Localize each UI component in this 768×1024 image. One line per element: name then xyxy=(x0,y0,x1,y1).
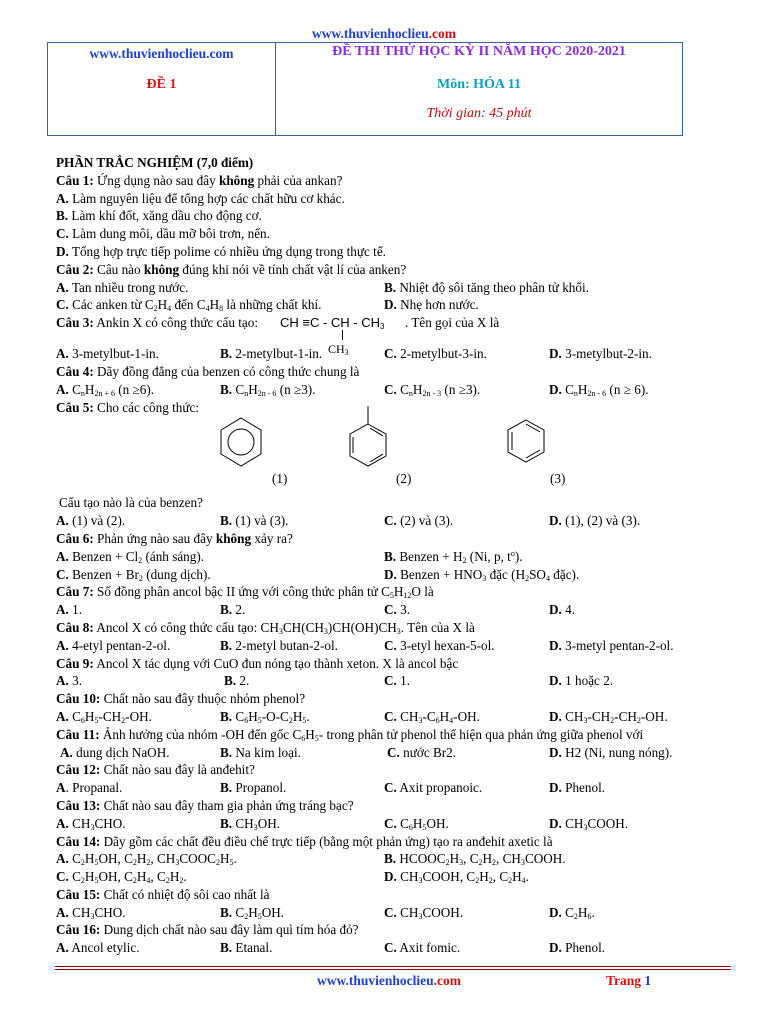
option xyxy=(56,850,237,868)
exam-content xyxy=(56,154,716,957)
option-text: Benzen + $Br_2$ (dung dịch). xyxy=(72,566,211,583)
option-letter: D. xyxy=(549,780,562,796)
option-text: Nhẹ hơn nước. xyxy=(400,297,479,313)
option-letter: C. xyxy=(56,297,69,313)
option-letter: B. xyxy=(220,708,233,724)
q-label: Câu 15: xyxy=(56,886,101,902)
option xyxy=(220,815,280,833)
option xyxy=(384,850,566,868)
option-letter: D. xyxy=(549,381,562,397)
option-letter: A. xyxy=(56,637,69,653)
question-13 xyxy=(56,797,716,815)
option-text: $CH_3COOH$. xyxy=(400,904,464,921)
option xyxy=(384,345,487,363)
q-label: Câu 13: xyxy=(56,797,101,813)
q-label: Câu 6: xyxy=(56,530,94,546)
option-text: dung dịch NaOH. xyxy=(76,744,170,760)
option-text: (1) và (3). xyxy=(235,513,289,529)
option-text: $C_6H_5-O-C_2H_5$. xyxy=(235,708,310,725)
question-12 xyxy=(56,761,716,779)
option-text: Ancol etylic. xyxy=(71,940,140,956)
option-letter: A. xyxy=(56,548,69,564)
option-text: $CH_3-CH_2-CH_2-OH$. xyxy=(565,708,668,725)
option-letter: D. xyxy=(549,602,562,618)
exam-subject: Môn: HÓA 11 xyxy=(436,77,521,92)
option-text: (1), (2) và (3). xyxy=(565,513,641,529)
option-text: $C_nH_{2n + 6}$ (n ≥6). xyxy=(72,381,155,398)
option-letter: A. xyxy=(56,513,69,529)
option-letter: B. xyxy=(220,513,233,529)
q-label: Câu 16: xyxy=(56,922,101,938)
header-right-cell xyxy=(276,43,682,135)
option-row xyxy=(56,850,716,868)
option xyxy=(56,279,188,297)
option xyxy=(384,904,463,922)
option-letter: D. xyxy=(549,673,562,689)
option-letter: C. xyxy=(384,708,397,724)
q-text: Câu nào xyxy=(97,261,141,277)
option-letter: C. xyxy=(384,346,397,362)
option xyxy=(384,279,589,297)
structure-label: (1) xyxy=(272,471,288,487)
option-text: (1) và (2). xyxy=(72,513,126,529)
q-emph: không xyxy=(143,261,180,277)
option-text: Nhiệt độ sôi tăng theo phân tử khối. xyxy=(399,279,589,295)
q-label: Câu 11: xyxy=(56,726,100,742)
option xyxy=(220,512,288,530)
option-letter: D. xyxy=(384,869,397,885)
option-letter: B. xyxy=(220,815,233,831)
option-text: 1 hoặc 2. xyxy=(565,673,614,689)
option-row xyxy=(56,601,716,619)
q-text: Ảnh hưởng của nhóm -OH đến gốc $C_6H_5-$ trong phân tử phenol thể hiện qua phản ứng giữa phenol với xyxy=(102,726,644,743)
structure-3-icon xyxy=(506,418,546,464)
option-text: $C_6H_5-CH_2-OH$. xyxy=(72,708,152,725)
option-letter: A. xyxy=(56,346,69,362)
option-letter: D. xyxy=(549,904,562,920)
option xyxy=(220,744,301,762)
section-title-text: PHẦN TRẮC NGHIỆM (7,0 điểm) xyxy=(56,155,254,170)
option xyxy=(384,512,453,530)
option-text: $C_nH_{2n - 6}$ (n ≥ 6). xyxy=(565,381,649,398)
option xyxy=(549,672,613,690)
option-letter: B. xyxy=(220,940,233,956)
option-row xyxy=(56,512,716,530)
option xyxy=(220,345,322,363)
option-text: $C_2H_5OH$. xyxy=(235,904,285,921)
option-text: $C_2H_5OH$, $C_2H_2$, $CH_3COOC_2H_5$. xyxy=(72,851,237,868)
option xyxy=(56,672,82,690)
structure-1-icon xyxy=(218,416,264,468)
option-text: $C_2H_6$. xyxy=(565,904,595,921)
option-text: Làm nguyên liệu để tổng hợp các chất hữu cơ khác. xyxy=(72,190,345,206)
question-5-ask xyxy=(56,494,716,512)
option xyxy=(56,637,170,655)
q-text: phải của ankan? xyxy=(257,172,343,188)
option-text: Etanal. xyxy=(235,940,273,956)
q-text: Dãy gồm các chất đều điều chế trực tiếp (bằng một phản ứng) tạo ra anđehit axetic là xyxy=(103,833,553,849)
q-text: Ứng dụng nào sau đây xyxy=(97,172,216,188)
option-letter: D. xyxy=(549,708,562,724)
option xyxy=(549,381,649,399)
option-row xyxy=(56,744,716,762)
q-label: Câu 5: xyxy=(56,399,94,415)
option xyxy=(56,566,211,584)
option-text: $CH_3OH$. xyxy=(235,815,281,832)
page-num-value: 1 xyxy=(644,973,652,988)
option-text: $C_6H_5OH$. xyxy=(400,815,449,832)
q-text: . Tên gọi của X là xyxy=(405,315,500,331)
option xyxy=(549,815,628,833)
option xyxy=(384,672,410,690)
option-text: 3. xyxy=(400,602,411,618)
option-row xyxy=(56,868,716,886)
option xyxy=(384,296,479,314)
option-text: Các anken từ $C_2H_4$ đến $C_4H_8$ là những chất khí. xyxy=(72,297,322,314)
option xyxy=(56,708,152,726)
footer-site-tld: .com xyxy=(433,973,462,988)
option-letter: D. xyxy=(384,566,397,582)
option-letter: A. xyxy=(56,279,69,295)
option-letter: D. xyxy=(549,346,562,362)
question-14 xyxy=(56,833,716,851)
page-label: Trang xyxy=(606,973,642,988)
option-text: $C_nH_{2n - 6}$ (n ≥3). xyxy=(235,381,316,398)
question-15 xyxy=(56,886,716,904)
exam-title: ĐỀ THI THỬ HỌC KỲ II NĂM HỌC 2020-2021 xyxy=(332,44,626,59)
option-row xyxy=(56,708,716,726)
structure-label: (3) xyxy=(550,471,566,487)
option-row xyxy=(56,279,716,297)
q-text: Ancol X có công thức cấu tạo: $CH_3CH(CH_3)CH(OH)CH_3$. Tên của X là xyxy=(96,619,475,636)
option xyxy=(384,868,529,886)
top-site-main: www.thuvienhoclieu xyxy=(311,26,429,41)
question-6 xyxy=(56,530,716,548)
option-letter: B. xyxy=(56,208,69,224)
option-letter: A. xyxy=(56,904,69,920)
q-text: Phản ứng nào sau đây xyxy=(97,530,213,546)
footer-rule-thin xyxy=(55,969,731,970)
option xyxy=(549,708,668,726)
option-text: $C_2H_5OH$, $C_2H_4$, $C_2H_2$. xyxy=(72,869,187,886)
option-row xyxy=(56,345,716,363)
option-letter: C. xyxy=(56,869,69,885)
option-row xyxy=(56,904,716,922)
option-text: Phenol. xyxy=(565,780,606,796)
option-text: 2-metyl butan-2-ol. xyxy=(235,637,338,653)
option-letter: B. xyxy=(384,851,397,867)
q-label: Câu 3: xyxy=(56,315,94,331)
structural-formula: CH ≡C - CH - $CH_3$ xyxy=(280,315,385,332)
option-text: Phenol. xyxy=(565,940,606,956)
q-text: Chất nào sau đây thuộc nhóm phenol? xyxy=(103,691,306,707)
option-letter: D. xyxy=(56,243,69,259)
option xyxy=(56,939,140,957)
option xyxy=(549,601,575,619)
option xyxy=(549,904,595,922)
option xyxy=(549,345,652,363)
option xyxy=(56,904,126,922)
q-label: Câu 8: xyxy=(56,619,94,635)
option-text: 2-metylbut-1-in. xyxy=(235,346,323,362)
option-text: Benzen + $Cl_2$ (ánh sáng). xyxy=(72,548,205,565)
question-9 xyxy=(56,655,716,673)
option xyxy=(220,779,286,797)
footer-rule xyxy=(55,966,731,967)
option-text: Propanol. xyxy=(235,780,287,796)
option-text: $CH_3COOH$. xyxy=(565,815,629,832)
q-text: Cấu tạo nào là của benzen? xyxy=(59,495,203,511)
option-text: 1. xyxy=(72,602,83,618)
option xyxy=(384,566,579,584)
question-16 xyxy=(56,921,716,939)
option-text: 2. xyxy=(235,602,246,618)
option-text: Benzen + $HNO_3$ đặc ($H_2SO_4$ đặc). xyxy=(400,566,580,583)
question-2 xyxy=(56,261,716,279)
option xyxy=(56,190,716,208)
option xyxy=(56,225,716,243)
option xyxy=(220,601,245,619)
option-letter: A. xyxy=(56,708,69,724)
option-text: Propanal. xyxy=(72,780,123,796)
option-letter: A. xyxy=(56,815,69,831)
q-label: Câu 14: xyxy=(56,833,101,849)
q-text: Chất nào sau đây tham gia phản ứng tráng bạc? xyxy=(103,797,354,813)
question-8 xyxy=(56,619,716,637)
option xyxy=(384,601,410,619)
q-text: Ankin X có công thức cấu tạo: xyxy=(96,315,259,331)
option xyxy=(549,779,605,797)
footer-site-url xyxy=(0,973,768,989)
branch-bond xyxy=(342,330,343,340)
option-letter: B. xyxy=(220,381,233,397)
q-label: Câu 4: xyxy=(56,363,94,379)
option xyxy=(56,207,716,225)
option-text: 3. xyxy=(72,673,83,689)
option-row xyxy=(56,637,716,655)
q-label: Câu 1: xyxy=(56,172,94,188)
structure-label: (2) xyxy=(396,471,412,487)
q-text: Cho các công thức: xyxy=(97,399,200,415)
option xyxy=(384,548,523,566)
option-letter: C. xyxy=(384,637,397,653)
option xyxy=(224,672,249,690)
option-letter: C. xyxy=(384,815,397,831)
question-4 xyxy=(56,363,716,381)
option xyxy=(220,904,284,922)
option xyxy=(56,601,82,619)
q-text: Dung dịch chất nào sau đây làm quì tím hóa đỏ? xyxy=(103,922,359,938)
question-11 xyxy=(56,726,716,744)
option-text: $CH_3CHO$. xyxy=(72,815,126,832)
option-text: Axit fomic. xyxy=(399,940,461,956)
option-text: $CH_3CHO$. xyxy=(72,904,126,921)
option-text: H2 (Ni, nung nóng). xyxy=(565,744,673,760)
option-letter: A. xyxy=(60,744,73,760)
option xyxy=(387,744,456,762)
option xyxy=(56,381,154,399)
q-text: Ancol X tác dụng với CuO đun nóng tạo thành xeton. X là ancol bậc xyxy=(96,655,459,671)
option xyxy=(384,637,495,655)
option xyxy=(549,939,605,957)
question-7 xyxy=(56,583,716,601)
option-row xyxy=(56,548,716,566)
q-emph: không xyxy=(218,172,255,188)
option xyxy=(56,345,159,363)
option xyxy=(220,637,338,655)
option-text: 1. xyxy=(400,673,411,689)
option-text: 4-etyl pentan-2-ol. xyxy=(72,637,171,653)
option-letter: C. xyxy=(384,513,397,529)
option: A. Propanal. xyxy=(56,780,123,796)
option xyxy=(384,381,480,399)
option-row xyxy=(56,296,716,314)
q-text: Chất nào sau đây là anđehit? xyxy=(103,762,255,778)
q-text: đúng khi nói về tính chất vật lí của anken? xyxy=(182,261,407,277)
option-letter: C. xyxy=(384,381,397,397)
option-letter: B. xyxy=(384,279,397,295)
option-letter: C. xyxy=(56,566,69,582)
option xyxy=(384,939,460,957)
option-row xyxy=(56,566,716,584)
option-letter: B. xyxy=(220,904,233,920)
option-text: Làm dung môi, dầu mỡ bôi trơn, nến. xyxy=(72,226,270,242)
page-number xyxy=(606,973,651,989)
option-row xyxy=(56,381,716,399)
option-text: Benzen + $H_2$ (Ni, p, $t^o$). xyxy=(399,548,523,565)
option-letter: C. xyxy=(56,226,69,242)
option xyxy=(220,381,316,399)
option-text: 3-metyl pentan-2-ol. xyxy=(565,637,674,653)
option-text: Tổng hợp trực tiếp polime có nhiều ứng dụng trong thực tế. xyxy=(71,243,386,259)
option-letter: B. xyxy=(220,637,233,653)
option-letter: A. xyxy=(56,673,69,689)
q-text: xảy ra? xyxy=(254,530,293,546)
q-label: Câu 12: xyxy=(56,762,101,778)
option-letter: A. xyxy=(56,940,69,956)
q-text: Chất có nhiệt độ sôi cao nhất là xyxy=(103,886,270,902)
q-label: Câu 10: xyxy=(56,691,101,707)
option-letter: D. xyxy=(384,297,397,313)
option-text: Na kim loại. xyxy=(235,744,301,760)
option-row xyxy=(56,672,716,690)
formula-branch: $CH_3$ xyxy=(328,342,349,358)
section-title xyxy=(56,154,716,172)
header-box xyxy=(47,42,683,136)
option-text: (2) và (3). xyxy=(400,513,454,529)
option xyxy=(56,512,125,530)
option xyxy=(220,939,272,957)
option-text: 2. xyxy=(239,673,250,689)
option-text: Axit propanoic. xyxy=(399,780,483,796)
option xyxy=(56,868,187,886)
option xyxy=(56,548,204,566)
option xyxy=(56,243,716,261)
option-letter: B. xyxy=(220,346,233,362)
q-label: Câu 2: xyxy=(56,261,94,277)
option-letter: B. xyxy=(220,744,233,760)
header-site: www.thuvienhoclieu.com xyxy=(89,46,234,61)
option-letter: A. xyxy=(56,190,69,206)
footer-site-main: www.thuvienhoclieu xyxy=(316,973,434,988)
option-letter: A. xyxy=(56,381,69,397)
option-letter: C. xyxy=(384,940,397,956)
exam-code: ĐỀ 1 xyxy=(146,77,177,92)
option xyxy=(220,708,310,726)
option xyxy=(384,779,482,797)
option-letter: D. xyxy=(549,637,562,653)
option-text: $CH_3-C_6H_4-OH$. xyxy=(400,708,480,725)
option-letter: C. xyxy=(384,602,397,618)
option-text: 3-metylbut-2-in. xyxy=(565,346,652,362)
option-letter: D. xyxy=(549,940,562,956)
option-letter: D. xyxy=(549,815,562,831)
option-letter: A. xyxy=(56,602,69,618)
option-letter: C. xyxy=(384,780,397,796)
option-text: $CH_3COOH$, $C_2H_2$, $C_2H_4$. xyxy=(400,869,529,886)
option-text: $C_nH_{2n - 3}$ (n ≥3). xyxy=(400,381,481,398)
q-text: Dãy đồng đẳng của benzen có công thức chung là xyxy=(97,363,360,379)
option-row xyxy=(56,779,716,797)
question-1 xyxy=(56,172,716,190)
option-row xyxy=(56,815,716,833)
option-letter: C. xyxy=(384,673,397,689)
top-site-tld: .com xyxy=(428,26,457,41)
option-letter: D. xyxy=(549,513,562,529)
q-label: Câu 7: xyxy=(56,584,94,600)
option-letter: C. xyxy=(384,904,397,920)
option-letter: B. xyxy=(384,548,397,564)
option xyxy=(60,744,170,762)
exam-time: Thời gian: 45 phút xyxy=(426,106,532,121)
option-letter: A xyxy=(56,780,66,796)
question-10 xyxy=(56,690,716,708)
option-letter: B. xyxy=(224,673,237,689)
option xyxy=(56,296,321,314)
benzene-structures xyxy=(56,416,716,494)
option xyxy=(384,708,480,726)
option-letter: A. xyxy=(56,851,69,867)
option xyxy=(56,815,126,833)
option xyxy=(384,815,449,833)
option xyxy=(549,744,672,762)
option-text: 3-metylbut-1-in. xyxy=(72,346,159,362)
q-text: Số đồng phân ancol bậc II ứng với công thức phân tử $C_5H_{12}O$ là xyxy=(97,584,434,601)
option-text: nước Br2. xyxy=(403,744,457,760)
option-text: $HCOOC_2H_3$, $C_2H_2$, $CH_3COOH$. xyxy=(399,851,566,868)
q-emph: không xyxy=(215,530,252,546)
option xyxy=(549,512,640,530)
option-text: Tan nhiều trong nước. xyxy=(71,279,189,295)
option-text: 2-metylbut-3-in. xyxy=(400,346,487,362)
option-letter: C. xyxy=(387,744,400,760)
option xyxy=(549,637,674,655)
option-row xyxy=(56,939,716,957)
option-text: Làm khí đốt, xăng dầu cho động cơ. xyxy=(71,208,262,224)
option-letter: B. xyxy=(220,780,233,796)
option-text: 4. xyxy=(565,602,576,618)
structure-2-icon xyxy=(348,402,388,474)
option-letter: B. xyxy=(220,602,233,618)
option-letter: D. xyxy=(549,744,562,760)
q-label: Câu 9: xyxy=(56,655,94,671)
option-text: 3-etyl hexan-5-ol. xyxy=(400,637,495,653)
top-site-url xyxy=(0,26,768,42)
header-left-cell xyxy=(48,43,276,135)
